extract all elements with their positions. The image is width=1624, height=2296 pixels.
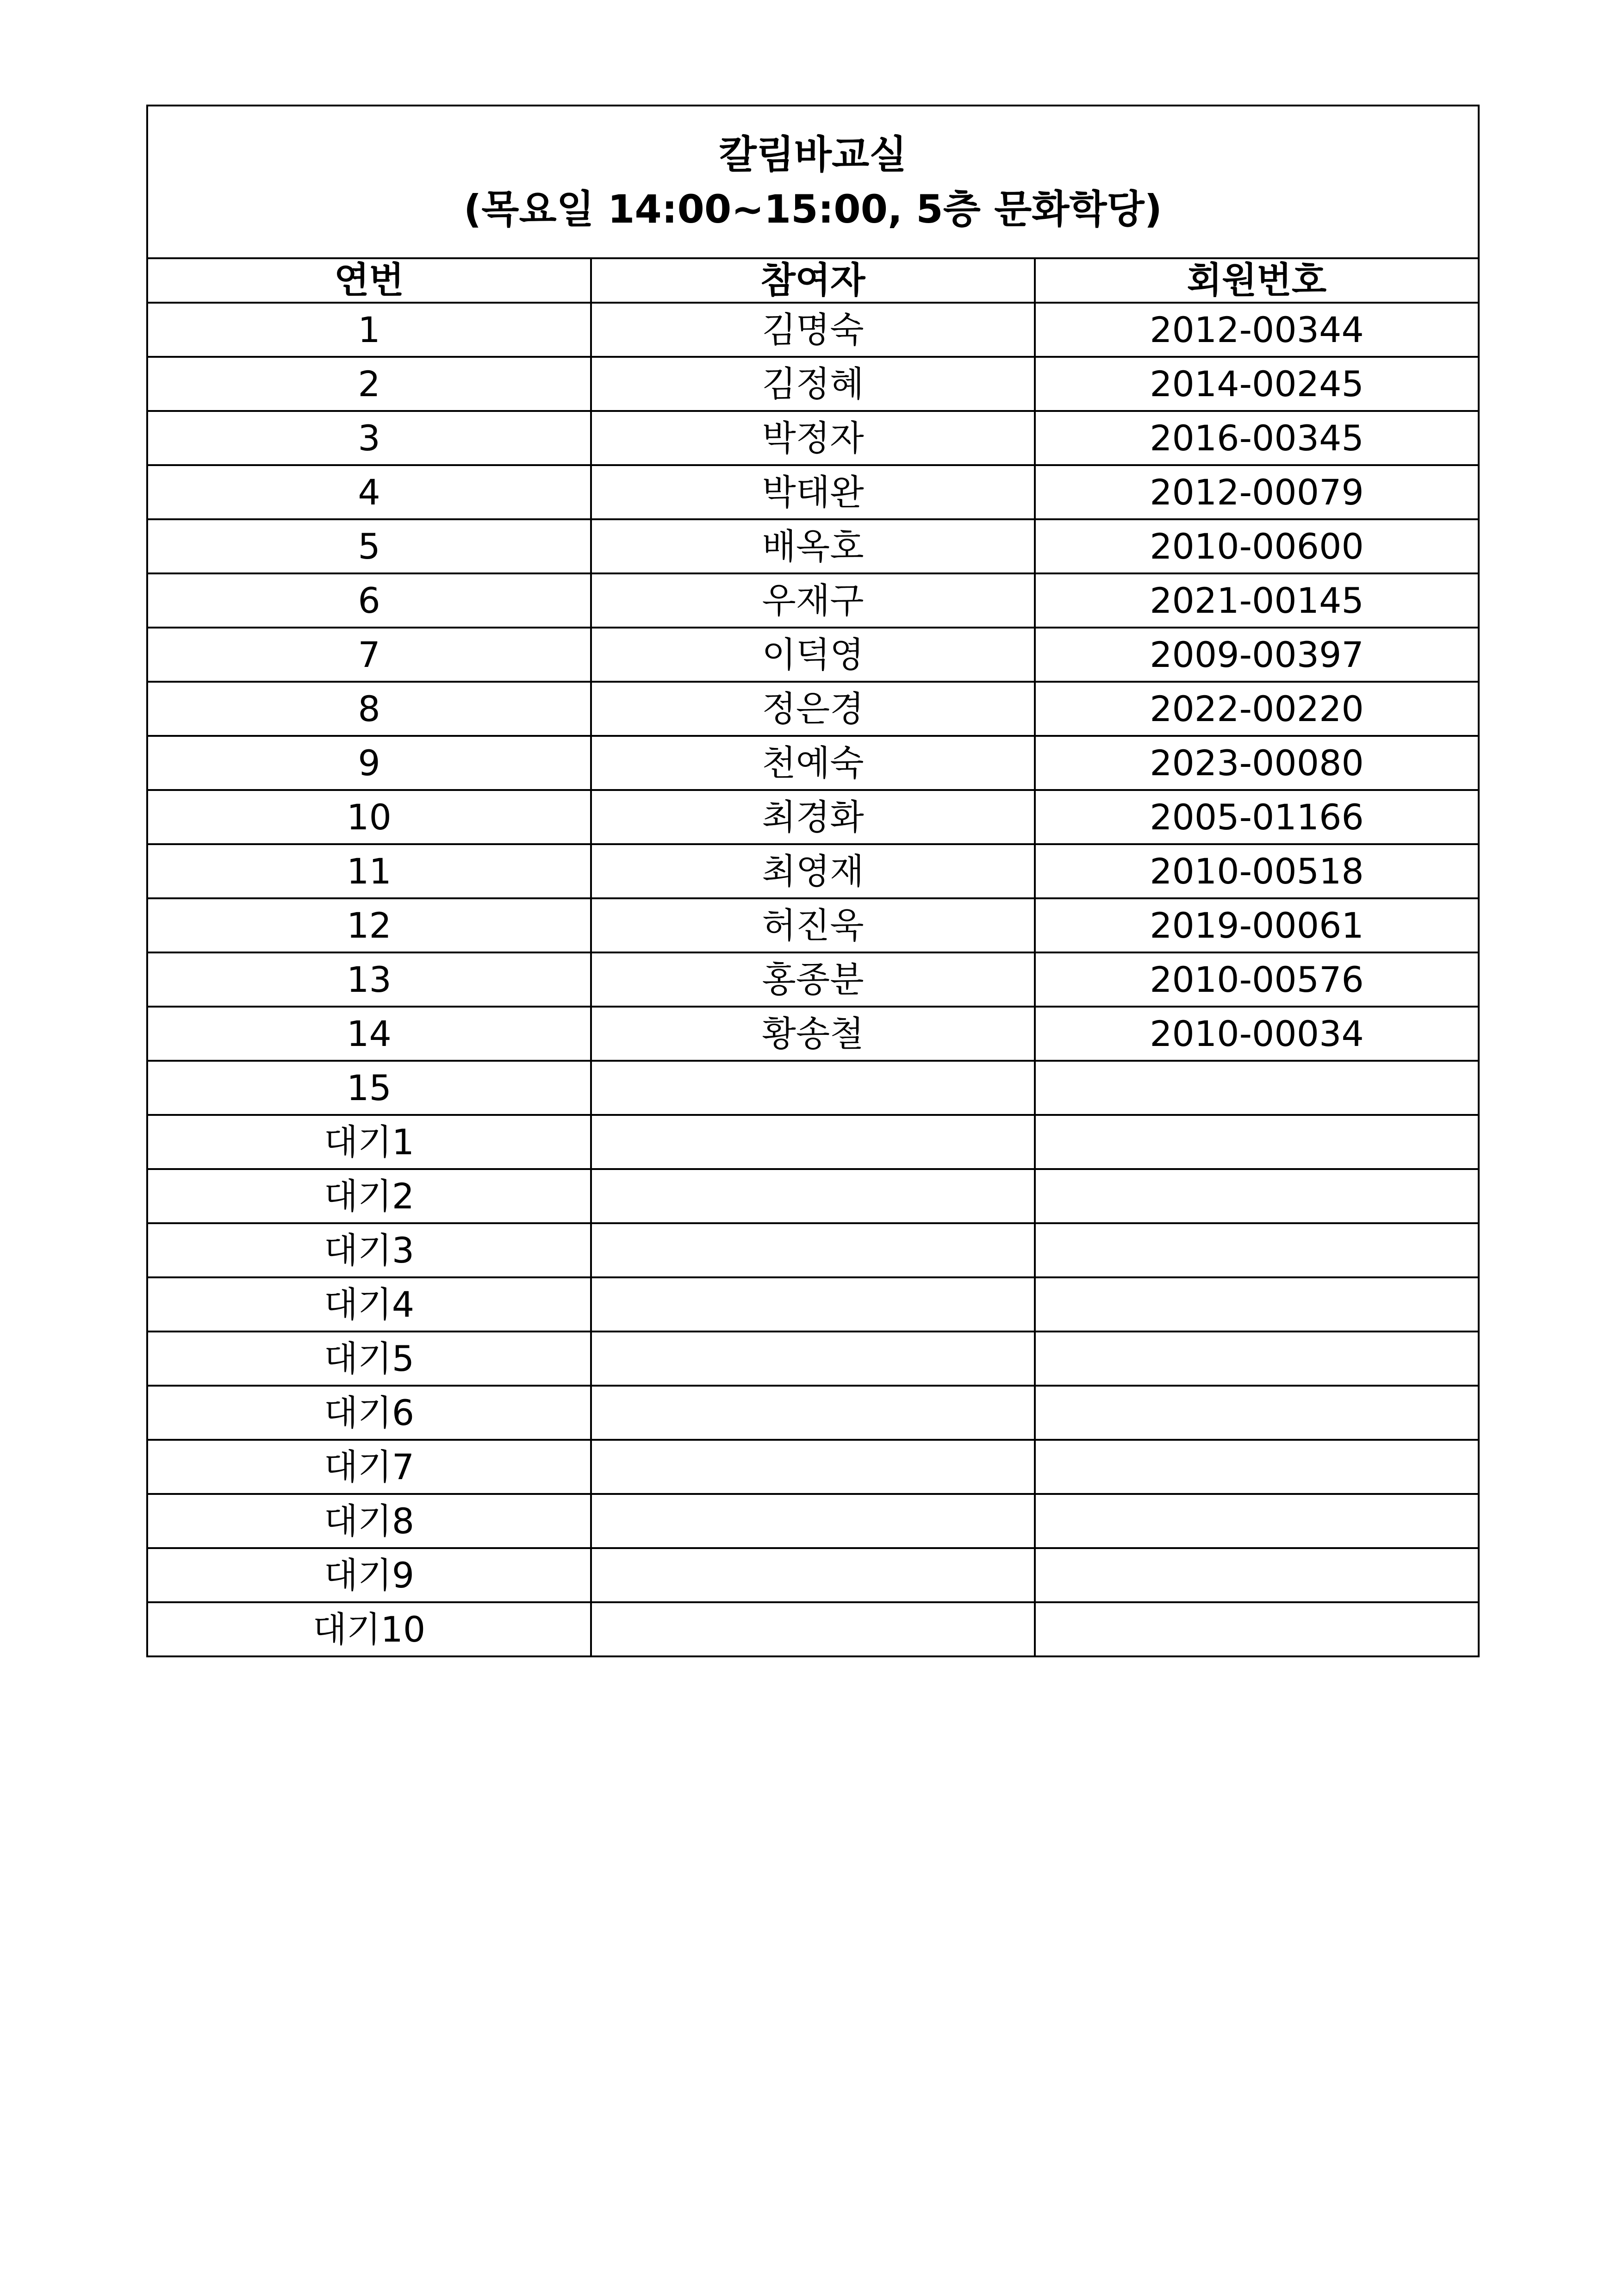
- cell-participant: [591, 1169, 1035, 1223]
- cell-participant: [591, 1223, 1035, 1277]
- table-row: [147, 411, 1479, 465]
- cell-member-id: 2012-00079: [1035, 465, 1479, 519]
- column-header-number: 연번: [147, 258, 591, 303]
- title-row: [147, 106, 1479, 258]
- cell-number: 14: [147, 1007, 591, 1061]
- cell-number: 10: [147, 790, 591, 844]
- header-row: [147, 258, 1479, 303]
- cell-participant: [591, 1332, 1035, 1386]
- cell-number: 대기6: [147, 1386, 591, 1440]
- cell-member-id: 2010-00518: [1035, 844, 1479, 898]
- cell-participant: [591, 1061, 1035, 1115]
- cell-number: 15: [147, 1061, 591, 1115]
- table-row: [147, 1332, 1479, 1386]
- table-row: [147, 736, 1479, 790]
- table-row: [147, 573, 1479, 628]
- table-row: [147, 1440, 1479, 1494]
- table-row: [147, 628, 1479, 682]
- cell-member-id: 2016-00345: [1035, 411, 1479, 465]
- cell-number: 11: [147, 844, 591, 898]
- table-row: [147, 844, 1479, 898]
- cell-member-id: 2010-00576: [1035, 952, 1479, 1007]
- cell-participant: 허진욱: [591, 898, 1035, 952]
- cell-member-id: [1035, 1602, 1479, 1656]
- table-row: [147, 1115, 1479, 1169]
- cell-number: 2: [147, 357, 591, 411]
- cell-participant: 홍종분: [591, 952, 1035, 1007]
- cell-number: 7: [147, 628, 591, 682]
- table-row: [147, 1494, 1479, 1548]
- cell-number: 대기10: [147, 1602, 591, 1656]
- table-row: [147, 1277, 1479, 1332]
- cell-number: 12: [147, 898, 591, 952]
- title-line-1: 칼림바교실: [719, 132, 907, 177]
- cell-participant: [591, 1548, 1035, 1602]
- table-row: [147, 465, 1479, 519]
- cell-member-id: [1035, 1440, 1479, 1494]
- cell-participant: 우재구: [591, 573, 1035, 628]
- cell-number: 9: [147, 736, 591, 790]
- cell-participant: 이덕영: [591, 628, 1035, 682]
- cell-member-id: [1035, 1332, 1479, 1386]
- roster-table: [146, 105, 1480, 1657]
- cell-participant: 정은경: [591, 682, 1035, 736]
- table-row: [147, 1223, 1479, 1277]
- table-row: [147, 1386, 1479, 1440]
- cell-member-id: 2021-00145: [1035, 573, 1479, 628]
- cell-participant: 김명숙: [591, 303, 1035, 357]
- table-row: [147, 1061, 1479, 1115]
- cell-member-id: 2009-00397: [1035, 628, 1479, 682]
- table-row: [147, 1548, 1479, 1602]
- table-row: [147, 1007, 1479, 1061]
- cell-participant: 박정자: [591, 411, 1035, 465]
- cell-member-id: [1035, 1061, 1479, 1115]
- cell-participant: 최영재: [591, 844, 1035, 898]
- cell-number: 대기4: [147, 1277, 591, 1332]
- cell-number: 6: [147, 573, 591, 628]
- cell-member-id: [1035, 1494, 1479, 1548]
- cell-participant: 김정혜: [591, 357, 1035, 411]
- cell-number: 대기9: [147, 1548, 591, 1602]
- table-row: [147, 1602, 1479, 1656]
- cell-number: 대기1: [147, 1115, 591, 1169]
- cell-number: 8: [147, 682, 591, 736]
- cell-member-id: [1035, 1548, 1479, 1602]
- table-row: [147, 519, 1479, 573]
- cell-member-id: [1035, 1223, 1479, 1277]
- cell-number: 3: [147, 411, 591, 465]
- table-row: [147, 1169, 1479, 1223]
- cell-number: 4: [147, 465, 591, 519]
- cell-member-id: 2014-00245: [1035, 357, 1479, 411]
- cell-number: 5: [147, 519, 591, 573]
- cell-member-id: 2019-00061: [1035, 898, 1479, 952]
- column-header-member-id: 회원번호: [1035, 258, 1479, 303]
- cell-participant: 배옥호: [591, 519, 1035, 573]
- cell-member-id: [1035, 1169, 1479, 1223]
- cell-number: 13: [147, 952, 591, 1007]
- title-line-2: (목요일 14:00~15:00, 5층 문화학당): [463, 187, 1163, 232]
- table-row: [147, 303, 1479, 357]
- cell-number: 대기7: [147, 1440, 591, 1494]
- cell-participant: [591, 1494, 1035, 1548]
- cell-number: 대기3: [147, 1223, 591, 1277]
- cell-member-id: [1035, 1386, 1479, 1440]
- table-row: [147, 357, 1479, 411]
- cell-member-id: 2012-00344: [1035, 303, 1479, 357]
- cell-number: 1: [147, 303, 591, 357]
- table-row: [147, 790, 1479, 844]
- cell-participant: [591, 1386, 1035, 1440]
- table-row: [147, 898, 1479, 952]
- cell-member-id: 2022-00220: [1035, 682, 1479, 736]
- cell-participant: [591, 1602, 1035, 1656]
- table-row: [147, 682, 1479, 736]
- cell-number: 대기8: [147, 1494, 591, 1548]
- document-title: [147, 106, 1479, 258]
- column-header-participant: 참여자: [591, 258, 1035, 303]
- cell-participant: [591, 1440, 1035, 1494]
- cell-member-id: 2010-00034: [1035, 1007, 1479, 1061]
- cell-participant: 박태완: [591, 465, 1035, 519]
- cell-member-id: 2010-00600: [1035, 519, 1479, 573]
- cell-member-id: [1035, 1115, 1479, 1169]
- cell-participant: 최경화: [591, 790, 1035, 844]
- cell-member-id: 2005-01166: [1035, 790, 1479, 844]
- cell-participant: [591, 1115, 1035, 1169]
- cell-member-id: [1035, 1277, 1479, 1332]
- cell-number: 대기5: [147, 1332, 591, 1386]
- roster-body: [147, 303, 1479, 1656]
- cell-participant: 황송철: [591, 1007, 1035, 1061]
- cell-member-id: 2023-00080: [1035, 736, 1479, 790]
- table-row: [147, 952, 1479, 1007]
- cell-participant: [591, 1277, 1035, 1332]
- cell-participant: 천예숙: [591, 736, 1035, 790]
- cell-number: 대기2: [147, 1169, 591, 1223]
